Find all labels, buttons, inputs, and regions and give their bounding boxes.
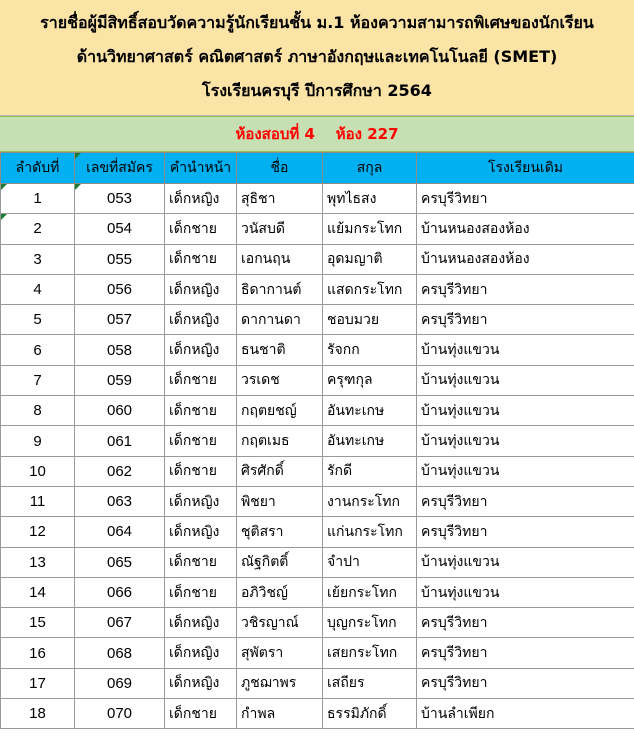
cell-previous-school[interactable]: ครบุรีวิทยา [417, 486, 634, 516]
table-row [1, 426, 634, 456]
cell-first-name[interactable]: วนัสบดี [237, 214, 323, 244]
cell-prefix[interactable]: เด็กชาย [165, 456, 237, 486]
cell-previous-school[interactable]: ครบุรีวิทยา [417, 638, 634, 668]
cell-number[interactable]: 10 [1, 456, 75, 486]
column-header-first-name[interactable]: ชื่อ [237, 153, 323, 184]
table-row [1, 244, 634, 274]
cell-previous-school[interactable]: บ้านหนองสองห้อง [417, 214, 634, 244]
table-row [1, 365, 634, 395]
column-header-prefix[interactable]: คำนำหน้า [165, 153, 237, 184]
cell-last-name[interactable]: อันทะเกษ [323, 396, 417, 426]
cell-number[interactable]: 7 [1, 365, 75, 395]
exam-room-label: ห้องสอบที่ 4 ห้อง 227 [0, 116, 634, 152]
cell-first-name[interactable]: ภูชฌาพร [237, 668, 323, 698]
cell-first-name[interactable]: กฤตเมธ [237, 426, 323, 456]
cell-previous-school[interactable]: ครบุรีวิทยา [417, 274, 634, 304]
cell-prefix[interactable]: เด็กหญิง [165, 608, 237, 638]
column-header-application-no[interactable]: เลขที่สมัคร [75, 153, 165, 184]
cell-application-no[interactable]: 060 [75, 396, 165, 426]
cell-application-no[interactable]: 055 [75, 244, 165, 274]
cell-prefix[interactable]: เด็กหญิง [165, 335, 237, 365]
cell-number[interactable]: 4 [1, 274, 75, 304]
cell-last-name[interactable]: เสถียร [323, 668, 417, 698]
cell-first-name[interactable]: ชุติสรา [237, 517, 323, 547]
table-row [1, 214, 634, 244]
cell-previous-school[interactable]: ครบุรีวิทยา [417, 517, 634, 547]
table-header-row [1, 153, 634, 184]
cell-prefix[interactable]: เด็กหญิง [165, 517, 237, 547]
cell-first-name[interactable]: เอกนฤน [237, 244, 323, 274]
cell-application-no[interactable]: 057 [75, 305, 165, 335]
cell-previous-school[interactable]: ครบุรีวิทยา [417, 668, 634, 698]
table-row [1, 699, 634, 729]
cell-application-no[interactable]: 070 [75, 699, 165, 729]
cell-previous-school[interactable]: ครบุรีวิทยา [417, 305, 634, 335]
cell-number[interactable]: 9 [1, 426, 75, 456]
cell-prefix[interactable]: เด็กชาย [165, 365, 237, 395]
cell-number[interactable]: 1 [1, 184, 75, 214]
cell-previous-school[interactable]: บ้านทุ่งแขวน [417, 396, 634, 426]
cell-prefix[interactable]: เด็กชาย [165, 577, 237, 607]
cell-application-no[interactable]: 058 [75, 335, 165, 365]
cell-previous-school[interactable]: ครบุรีวิทยา [417, 184, 634, 214]
table-row [1, 577, 634, 607]
cell-number[interactable]: 6 [1, 335, 75, 365]
cell-application-no[interactable]: 068 [75, 638, 165, 668]
cell-first-name[interactable]: ดากานดา [237, 305, 323, 335]
cell-last-name[interactable]: จำปา [323, 547, 417, 577]
cell-prefix[interactable]: เด็กหญิง [165, 274, 237, 304]
cell-first-name[interactable]: วรเดช [237, 365, 323, 395]
cell-application-no[interactable]: 064 [75, 517, 165, 547]
cell-first-name[interactable]: วชิรญาณ์ [237, 608, 323, 638]
table-body [1, 184, 634, 729]
cell-application-no[interactable]: 063 [75, 486, 165, 516]
cell-application-no[interactable]: 067 [75, 608, 165, 638]
cell-last-name[interactable]: อุดมญาติ [323, 244, 417, 274]
cell-prefix[interactable]: เด็กชาย [165, 396, 237, 426]
cell-prefix[interactable]: เด็กหญิง [165, 305, 237, 335]
column-header-number[interactable]: ลำดับที่ [1, 153, 75, 184]
cell-previous-school[interactable]: บ้านทุ่งแขวน [417, 426, 634, 456]
cell-last-name[interactable]: เสยกระโทก [323, 638, 417, 668]
cell-prefix[interactable]: เด็กหญิง [165, 668, 237, 698]
cell-last-name[interactable]: บุญกระโทก [323, 608, 417, 638]
cell-first-name[interactable]: พิชยา [237, 486, 323, 516]
cell-application-no[interactable]: 054 [75, 214, 165, 244]
cell-prefix[interactable]: เด็กชาย [165, 699, 237, 729]
column-header-previous-school[interactable]: โรงเรียนเดิม [417, 153, 634, 184]
cell-last-name[interactable]: แย้มกระโทก [323, 214, 417, 244]
cell-application-no[interactable]: 062 [75, 456, 165, 486]
cell-previous-school[interactable]: บ้านทุ่งแขวน [417, 547, 634, 577]
cell-number[interactable]: 16 [1, 638, 75, 668]
cell-first-name[interactable]: กำพล [237, 699, 323, 729]
cell-first-name[interactable]: อภิวิชญ์ [237, 577, 323, 607]
cell-number[interactable]: 14 [1, 577, 75, 607]
cell-prefix[interactable]: เด็กชาย [165, 214, 237, 244]
cell-application-no[interactable]: 066 [75, 577, 165, 607]
cell-prefix[interactable]: เด็กชาย [165, 244, 237, 274]
cell-number[interactable]: 18 [1, 699, 75, 729]
cell-first-name[interactable]: สุธิชา [237, 184, 323, 214]
cell-last-name[interactable]: พุทไธสง [323, 184, 417, 214]
cell-last-name[interactable]: รัจกก [323, 335, 417, 365]
cell-application-no[interactable]: 069 [75, 668, 165, 698]
title-block [0, 0, 634, 116]
table-row [1, 335, 634, 365]
cell-last-name[interactable]: เย้ยกระโทก [323, 577, 417, 607]
cell-prefix[interactable]: เด็กหญิง [165, 184, 237, 214]
cell-previous-school[interactable]: บ้านทุ่งแขวน [417, 335, 634, 365]
cell-number[interactable]: 2 [1, 214, 75, 244]
cell-previous-school[interactable]: บ้านทุ่งแขวน [417, 365, 634, 395]
table-row [1, 305, 634, 335]
cell-last-name[interactable]: งานกระโทก [323, 486, 417, 516]
table-row [1, 396, 634, 426]
cell-prefix[interactable]: เด็กหญิง [165, 638, 237, 668]
cell-first-name[interactable]: กฤตยชญ์ [237, 396, 323, 426]
cell-previous-school[interactable]: บ้านลำเพียก [417, 699, 634, 729]
cell-previous-school[interactable]: บ้านทุ่งแขวน [417, 456, 634, 486]
table-row [1, 608, 634, 638]
cell-last-name[interactable]: รักดี [323, 456, 417, 486]
table-row [1, 668, 634, 698]
cell-number[interactable]: 15 [1, 608, 75, 638]
cell-last-name[interactable]: ครุฑกุล [323, 365, 417, 395]
cell-number[interactable]: 8 [1, 396, 75, 426]
table-row [1, 274, 634, 304]
cell-number[interactable]: 3 [1, 244, 75, 274]
cell-previous-school[interactable]: บ้านทุ่งแขวน [417, 577, 634, 607]
cell-number[interactable]: 13 [1, 547, 75, 577]
cell-prefix[interactable]: เด็กหญิง [165, 486, 237, 516]
cell-previous-school[interactable]: ครบุรีวิทยา [417, 608, 634, 638]
column-header-last-name[interactable]: สกุล [323, 153, 417, 184]
cell-last-name[interactable]: ชอบมวย [323, 305, 417, 335]
cell-first-name[interactable]: ณัฐกิตติ์ [237, 547, 323, 577]
cell-last-name[interactable]: อันทะเกษ [323, 426, 417, 456]
table-row [1, 547, 634, 577]
cell-prefix[interactable]: เด็กชาย [165, 426, 237, 456]
cell-number[interactable]: 17 [1, 668, 75, 698]
cell-application-no[interactable]: 056 [75, 274, 165, 304]
table-row [1, 638, 634, 668]
cell-number[interactable]: 12 [1, 517, 75, 547]
cell-number[interactable]: 11 [1, 486, 75, 516]
cell-application-no[interactable]: 053 [75, 184, 165, 214]
cell-previous-school[interactable]: บ้านหนองสองห้อง [417, 244, 634, 274]
cell-number[interactable]: 5 [1, 305, 75, 335]
cell-application-no[interactable]: 059 [75, 365, 165, 395]
cell-last-name[interactable]: แสดกระโทก [323, 274, 417, 304]
cell-application-no[interactable]: 065 [75, 547, 165, 577]
table-row [1, 184, 634, 214]
cell-prefix[interactable]: เด็กชาย [165, 547, 237, 577]
title-line-1: รายชื่อผู้มีสิทธิ์สอบวัดความรู้นักเรียนชั้น ม.1 ห้องความสามารถพิเศษของนักเรียน [40, 13, 594, 32]
cell-first-name[interactable]: ธิดากานต์ [237, 274, 323, 304]
table-row [1, 456, 634, 486]
table-row [1, 517, 634, 547]
cell-first-name[interactable]: ศิรศักดิ์ [237, 456, 323, 486]
cell-first-name[interactable]: ธนชาติ [237, 335, 323, 365]
table-row [1, 486, 634, 516]
title-line-3: โรงเรียนครบุรี ปีการศึกษา 2564 [202, 81, 432, 100]
title-line-2: ด้านวิทยาศาสตร์ คณิตศาสตร์ ภาษาอังกฤษและเทคโนโนลยี (SMET) [76, 47, 558, 66]
cell-first-name[interactable]: สุพัตรา [237, 638, 323, 668]
cell-last-name[interactable]: แก่นกระโทก [323, 517, 417, 547]
cell-application-no[interactable]: 061 [75, 426, 165, 456]
cell-last-name[interactable]: ธรรมิภักดิ์ [323, 699, 417, 729]
candidate-table [0, 152, 634, 729]
